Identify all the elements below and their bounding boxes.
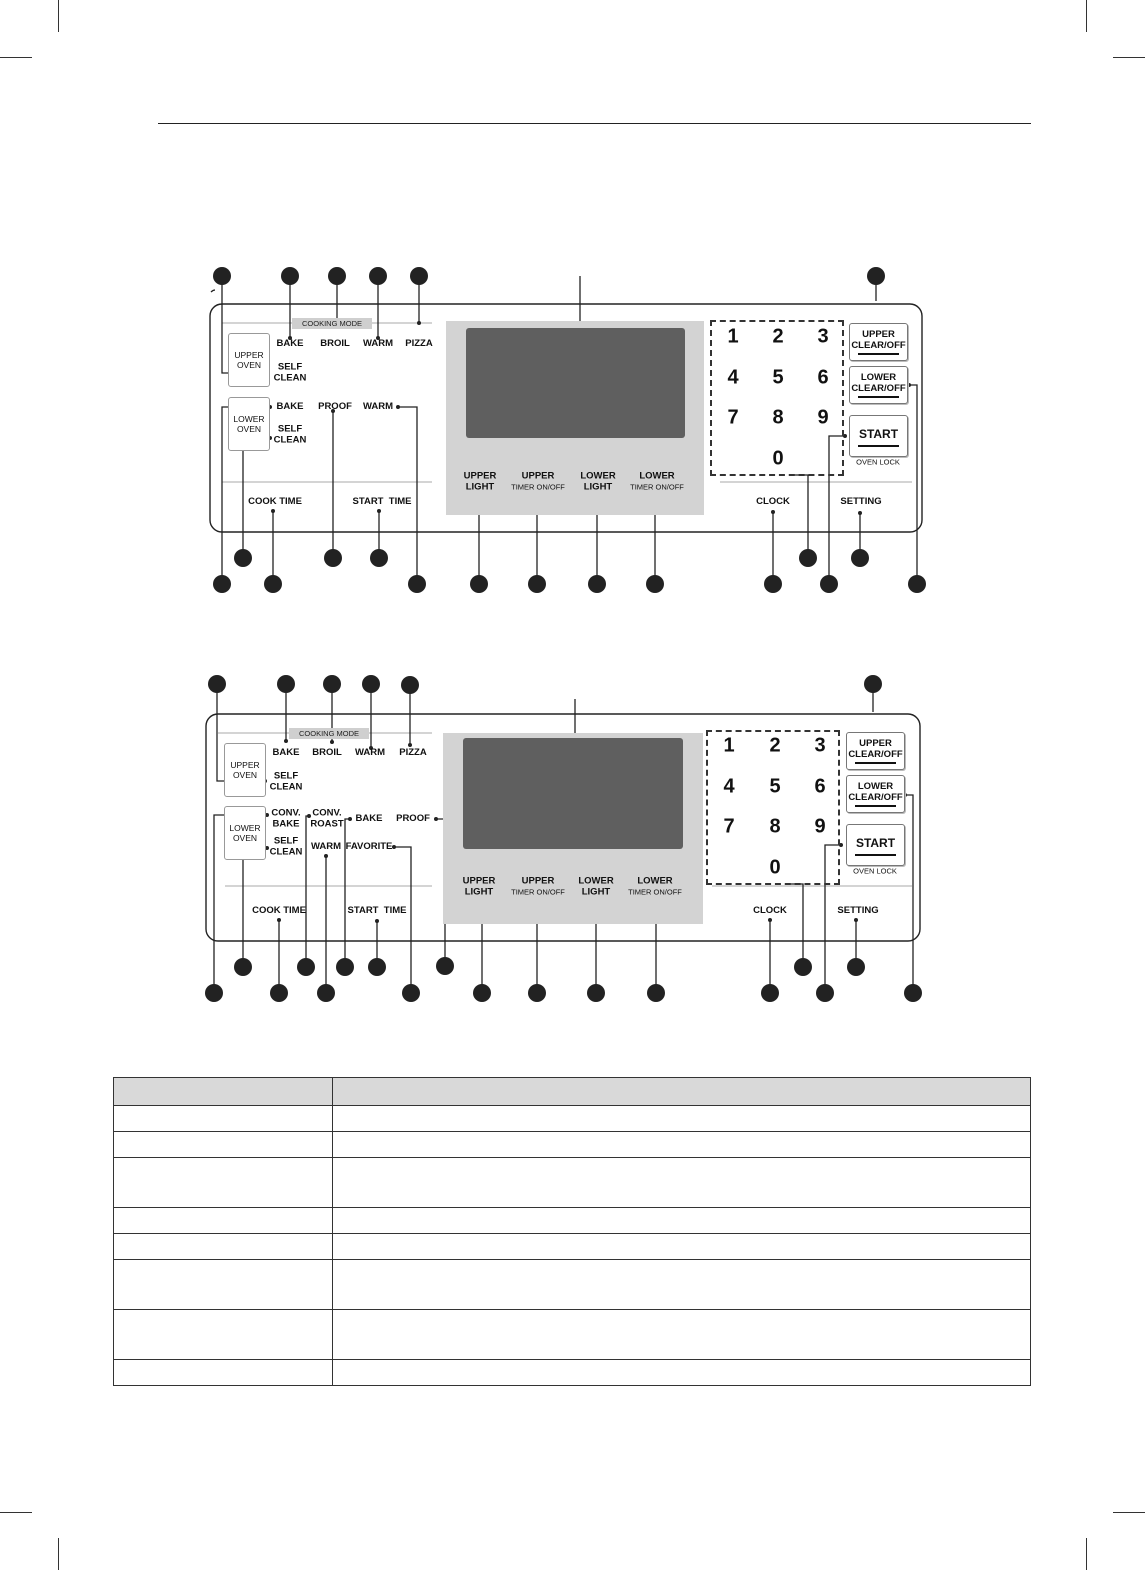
upper-broil-button[interactable]: BROIL: [312, 746, 342, 758]
table-cell: [114, 1310, 333, 1360]
cooking-mode-label: COOKING MODE: [292, 318, 372, 329]
lower-conv-bake-button[interactable]: CONV. BAKE: [271, 807, 301, 829]
underline: [858, 353, 899, 355]
lower-timer-button[interactable]: [628, 877, 682, 898]
table-cell: [333, 1208, 1031, 1234]
table-cell: [114, 1208, 333, 1234]
clock-button[interactable]: CLOCK: [753, 904, 787, 916]
lower-proof-button[interactable]: PROOF: [396, 812, 430, 824]
crop-mark: [1086, 0, 1087, 32]
table-row: [114, 1208, 1031, 1234]
lower-clear-off-button[interactable]: [849, 366, 908, 404]
upper-clear-off-label: UPPER CLEAR/OFF: [848, 738, 903, 760]
key-1[interactable]: 1: [727, 325, 739, 348]
key-4[interactable]: 4: [723, 775, 735, 798]
start-button[interactable]: [846, 824, 905, 866]
feature-table: [113, 1077, 1031, 1386]
lower-clear-off-button[interactable]: [846, 775, 905, 813]
table-header-cell: [114, 1078, 333, 1106]
lower-oven-button[interactable]: LOWER OVEN: [228, 397, 270, 451]
lcd-display: [466, 328, 685, 438]
upper-timer-label: UPPER: [521, 470, 555, 482]
upper-warm-button[interactable]: WARM: [354, 746, 386, 758]
table-header-cell: [333, 1078, 1031, 1106]
key-9[interactable]: 9: [817, 406, 829, 429]
cook-time-button[interactable]: COOK TIME: [248, 495, 302, 507]
table-cell: [333, 1310, 1031, 1360]
table-cell: [114, 1234, 333, 1260]
lower-self-clean-button[interactable]: SELF CLEAN: [273, 423, 307, 445]
crop-mark: [58, 1538, 59, 1570]
clock-button[interactable]: CLOCK: [756, 495, 790, 507]
header-rule: [158, 123, 1031, 124]
lower-clear-off-label: LOWER CLEAR/OFF: [848, 781, 903, 803]
lower-warm-button[interactable]: WARM: [310, 840, 342, 852]
underline: [855, 805, 896, 807]
upper-bake-button[interactable]: BAKE: [276, 337, 304, 349]
table-cell: [114, 1132, 333, 1158]
cook-time-button[interactable]: COOK TIME: [252, 904, 306, 916]
lower-timer-label: LOWER: [639, 470, 675, 482]
key-0[interactable]: 0: [769, 856, 781, 879]
upper-self-clean-button[interactable]: SELF CLEAN: [273, 361, 307, 383]
upper-timer-button[interactable]: [511, 472, 565, 493]
key-8[interactable]: 8: [769, 815, 781, 838]
key-4[interactable]: 4: [727, 366, 739, 389]
lower-clear-off-label: LOWER CLEAR/OFF: [851, 372, 906, 394]
crop-mark: [58, 0, 59, 32]
key-5[interactable]: 5: [772, 366, 784, 389]
key-6[interactable]: 6: [814, 775, 826, 798]
upper-clear-off-label: UPPER CLEAR/OFF: [851, 329, 906, 351]
crop-mark: [0, 57, 32, 58]
table-row: [114, 1260, 1031, 1310]
control-panel-diagram-1: [0, 255, 1145, 655]
table-row: [114, 1106, 1031, 1132]
table-header-row: [114, 1078, 1031, 1106]
table-cell: [114, 1158, 333, 1208]
table-row: [114, 1158, 1031, 1208]
lower-bake-button[interactable]: BAKE: [276, 400, 304, 412]
upper-pizza-button[interactable]: PIZZA: [399, 746, 427, 758]
key-5[interactable]: 5: [769, 775, 781, 798]
table-cell: [333, 1260, 1031, 1310]
lower-self-clean-button[interactable]: SELF CLEAN: [269, 835, 303, 857]
lower-timer-sublabel: TIMER ON/OFF: [628, 887, 682, 896]
crop-mark: [1086, 1538, 1087, 1570]
table-row: [114, 1234, 1031, 1260]
upper-timer-button[interactable]: [511, 877, 565, 898]
oven-lock-label: OVEN LOCK: [856, 457, 900, 467]
lower-proof-button[interactable]: PROOF: [318, 400, 352, 412]
upper-oven-button[interactable]: UPPER OVEN: [224, 743, 266, 797]
key-3[interactable]: 3: [814, 734, 826, 757]
key-9[interactable]: 9: [814, 815, 826, 838]
table-cell: [333, 1234, 1031, 1260]
crop-mark: [0, 1512, 32, 1513]
start-time-button[interactable]: START TIME: [352, 495, 412, 507]
key-1[interactable]: 1: [723, 734, 735, 757]
key-2[interactable]: 2: [772, 325, 784, 348]
upper-timer-label: UPPER: [521, 875, 555, 887]
lower-light-button[interactable]: LOWER LIGHT: [580, 470, 616, 492]
lower-oven-button[interactable]: LOWER OVEN: [224, 806, 266, 860]
upper-broil-button[interactable]: BROIL: [320, 337, 350, 349]
upper-warm-button[interactable]: WARM: [362, 337, 394, 349]
upper-timer-sublabel: TIMER ON/OFF: [511, 482, 565, 491]
key-7[interactable]: 7: [727, 406, 739, 429]
table-row: [114, 1360, 1031, 1386]
upper-light-button[interactable]: UPPER LIGHT: [463, 470, 497, 492]
upper-pizza-button[interactable]: PIZZA: [405, 337, 433, 349]
key-6[interactable]: 6: [817, 366, 829, 389]
underline: [855, 762, 896, 764]
table-cell: [333, 1360, 1031, 1386]
lower-favorite-button[interactable]: FAVORITE: [345, 840, 393, 852]
table-cell: [333, 1158, 1031, 1208]
table-cell: [114, 1360, 333, 1386]
key-2[interactable]: 2: [769, 734, 781, 757]
lower-warm-button[interactable]: WARM: [362, 400, 394, 412]
upper-oven-button[interactable]: UPPER OVEN: [228, 333, 270, 387]
start-button[interactable]: [849, 415, 908, 457]
start-time-button[interactable]: START TIME: [347, 904, 407, 916]
upper-clear-off-button[interactable]: [849, 323, 908, 361]
cooking-mode-label: COOKING MODE: [289, 728, 369, 739]
upper-bake-button[interactable]: BAKE: [272, 746, 300, 758]
table-row: [114, 1132, 1031, 1158]
table-cell: [333, 1106, 1031, 1132]
crop-mark: [1113, 1512, 1145, 1513]
setting-button[interactable]: SETTING: [840, 495, 882, 507]
start-label: START: [855, 836, 896, 850]
table-cell: [114, 1260, 333, 1310]
lower-light-button[interactable]: LOWER LIGHT: [578, 875, 614, 897]
lcd-display: [463, 738, 683, 849]
control-panel-diagram-2: [0, 664, 1145, 1064]
start-label: START: [858, 427, 899, 441]
table-cell: [114, 1106, 333, 1132]
key-8[interactable]: 8: [772, 406, 784, 429]
upper-light-button[interactable]: UPPER LIGHT: [462, 875, 496, 897]
underline: [858, 445, 899, 447]
key-7[interactable]: 7: [723, 815, 735, 838]
key-3[interactable]: 3: [817, 325, 829, 348]
lower-timer-label: LOWER: [637, 875, 673, 887]
crop-mark: [1113, 57, 1145, 58]
lower-conv-roast-button[interactable]: CONV. ROAST: [310, 807, 344, 829]
upper-self-clean-button[interactable]: SELF CLEAN: [269, 770, 303, 792]
lower-timer-button[interactable]: [630, 472, 684, 493]
upper-clear-off-button[interactable]: [846, 732, 905, 770]
underline: [858, 396, 899, 398]
upper-timer-sublabel: TIMER ON/OFF: [511, 887, 565, 896]
setting-button[interactable]: SETTING: [837, 904, 879, 916]
oven-lock-label: OVEN LOCK: [853, 866, 897, 876]
table-row: [114, 1310, 1031, 1360]
underline: [855, 854, 896, 856]
lower-bake-button[interactable]: BAKE: [355, 812, 383, 824]
lower-timer-sublabel: TIMER ON/OFF: [630, 482, 684, 491]
table-cell: [333, 1132, 1031, 1158]
key-0[interactable]: 0: [772, 447, 784, 470]
